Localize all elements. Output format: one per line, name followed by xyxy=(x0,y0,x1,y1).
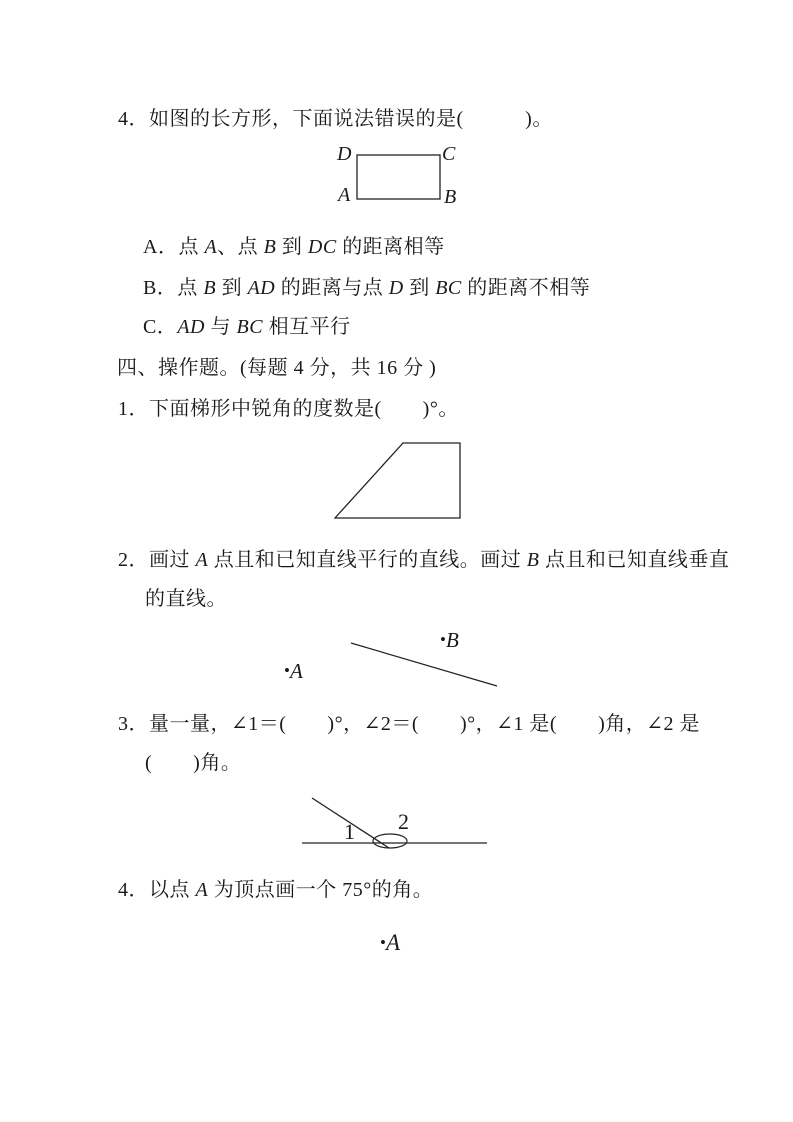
op2-text: 点且和已知直线垂直 xyxy=(539,549,730,571)
variable-a: A xyxy=(195,879,209,901)
angle-2-label: 2 xyxy=(398,809,409,834)
option-c-text: 相互平行 xyxy=(263,316,351,338)
rectangle-shape xyxy=(357,155,440,199)
segment-dc: DC xyxy=(307,236,337,258)
angles-diagram xyxy=(295,792,495,852)
option-a-text: 的距离相等 xyxy=(336,236,445,258)
point-a-vertex-label: A xyxy=(385,930,401,955)
trapezoid-shape xyxy=(335,443,460,518)
op-question-1-stem: 1．下面梯形中锐角的度数是( )°。 xyxy=(118,398,459,420)
option-a-text: 到 xyxy=(276,236,308,258)
option-a-text: 、点 xyxy=(217,236,264,258)
vertex-label-d: D xyxy=(337,143,352,165)
variable-b: B xyxy=(526,549,540,571)
trapezoid-diagram xyxy=(325,435,475,530)
op-question-2-stem-line1 xyxy=(118,547,729,573)
op2-text: 2．画过 xyxy=(118,549,196,571)
section-header: 四、操作题。(每题 4 分，共 16 分 ) xyxy=(117,357,437,379)
option-c-text: C． xyxy=(143,316,178,338)
option-b-text: 的距离不相等 xyxy=(461,277,591,299)
option-b xyxy=(143,275,590,301)
segment-ad: AD xyxy=(247,277,276,299)
given-line xyxy=(351,643,497,686)
op-question-2-stem-line2: 的直线。 xyxy=(145,588,227,610)
vertex-label-a: A xyxy=(338,184,351,206)
option-b-text: 的距离与点 xyxy=(275,277,389,299)
point-a-vertex xyxy=(380,930,400,955)
point-a xyxy=(284,660,303,683)
op4-text: 为顶点画一个 75°的角。 xyxy=(208,879,434,901)
option-a-text: A．点 xyxy=(143,236,205,258)
op2-text: 点且和已知直线平行的直线。画过 xyxy=(208,549,527,571)
point-b-dot: • xyxy=(440,630,446,649)
segment-bc: BC xyxy=(236,316,264,338)
line-and-points-diagram xyxy=(340,630,510,695)
option-b-text: 到 xyxy=(403,277,436,299)
point-b xyxy=(440,629,459,652)
variable-a: A xyxy=(195,549,209,571)
variable-d: D xyxy=(388,277,404,299)
point-a-vertex-dot: • xyxy=(380,933,386,952)
variable-b: B xyxy=(203,277,217,299)
op-question-3-stem-line1: 3．量一量，∠1＝( )°，∠2＝( )°，∠1 是( )角，∠2 是 xyxy=(118,713,700,735)
op-question-4-stem xyxy=(118,877,433,903)
option-c xyxy=(143,314,351,340)
option-b-text: B．点 xyxy=(143,277,204,299)
option-c-text: 与 xyxy=(205,316,237,338)
variable-a: A xyxy=(204,236,218,258)
vertex-label-c: C xyxy=(442,143,456,165)
segment-ad: AD xyxy=(177,316,206,338)
variable-b: B xyxy=(263,236,277,258)
point-a-label: A xyxy=(289,659,303,683)
angle-1-label: 1 xyxy=(344,819,355,844)
op-question-3-stem-line2: ( )角。 xyxy=(145,752,242,774)
point-a-dot: • xyxy=(284,661,290,680)
point-b-label: B xyxy=(445,628,459,652)
segment-bc: BC xyxy=(435,277,462,299)
option-b-text: 到 xyxy=(216,277,248,299)
option-a xyxy=(143,234,445,260)
choice-question-stem: 4．如图的长方形，下面说法错误的是( )。 xyxy=(118,108,553,130)
op4-text: 4．以点 xyxy=(118,879,196,901)
vertex-label-b: B xyxy=(444,186,457,208)
